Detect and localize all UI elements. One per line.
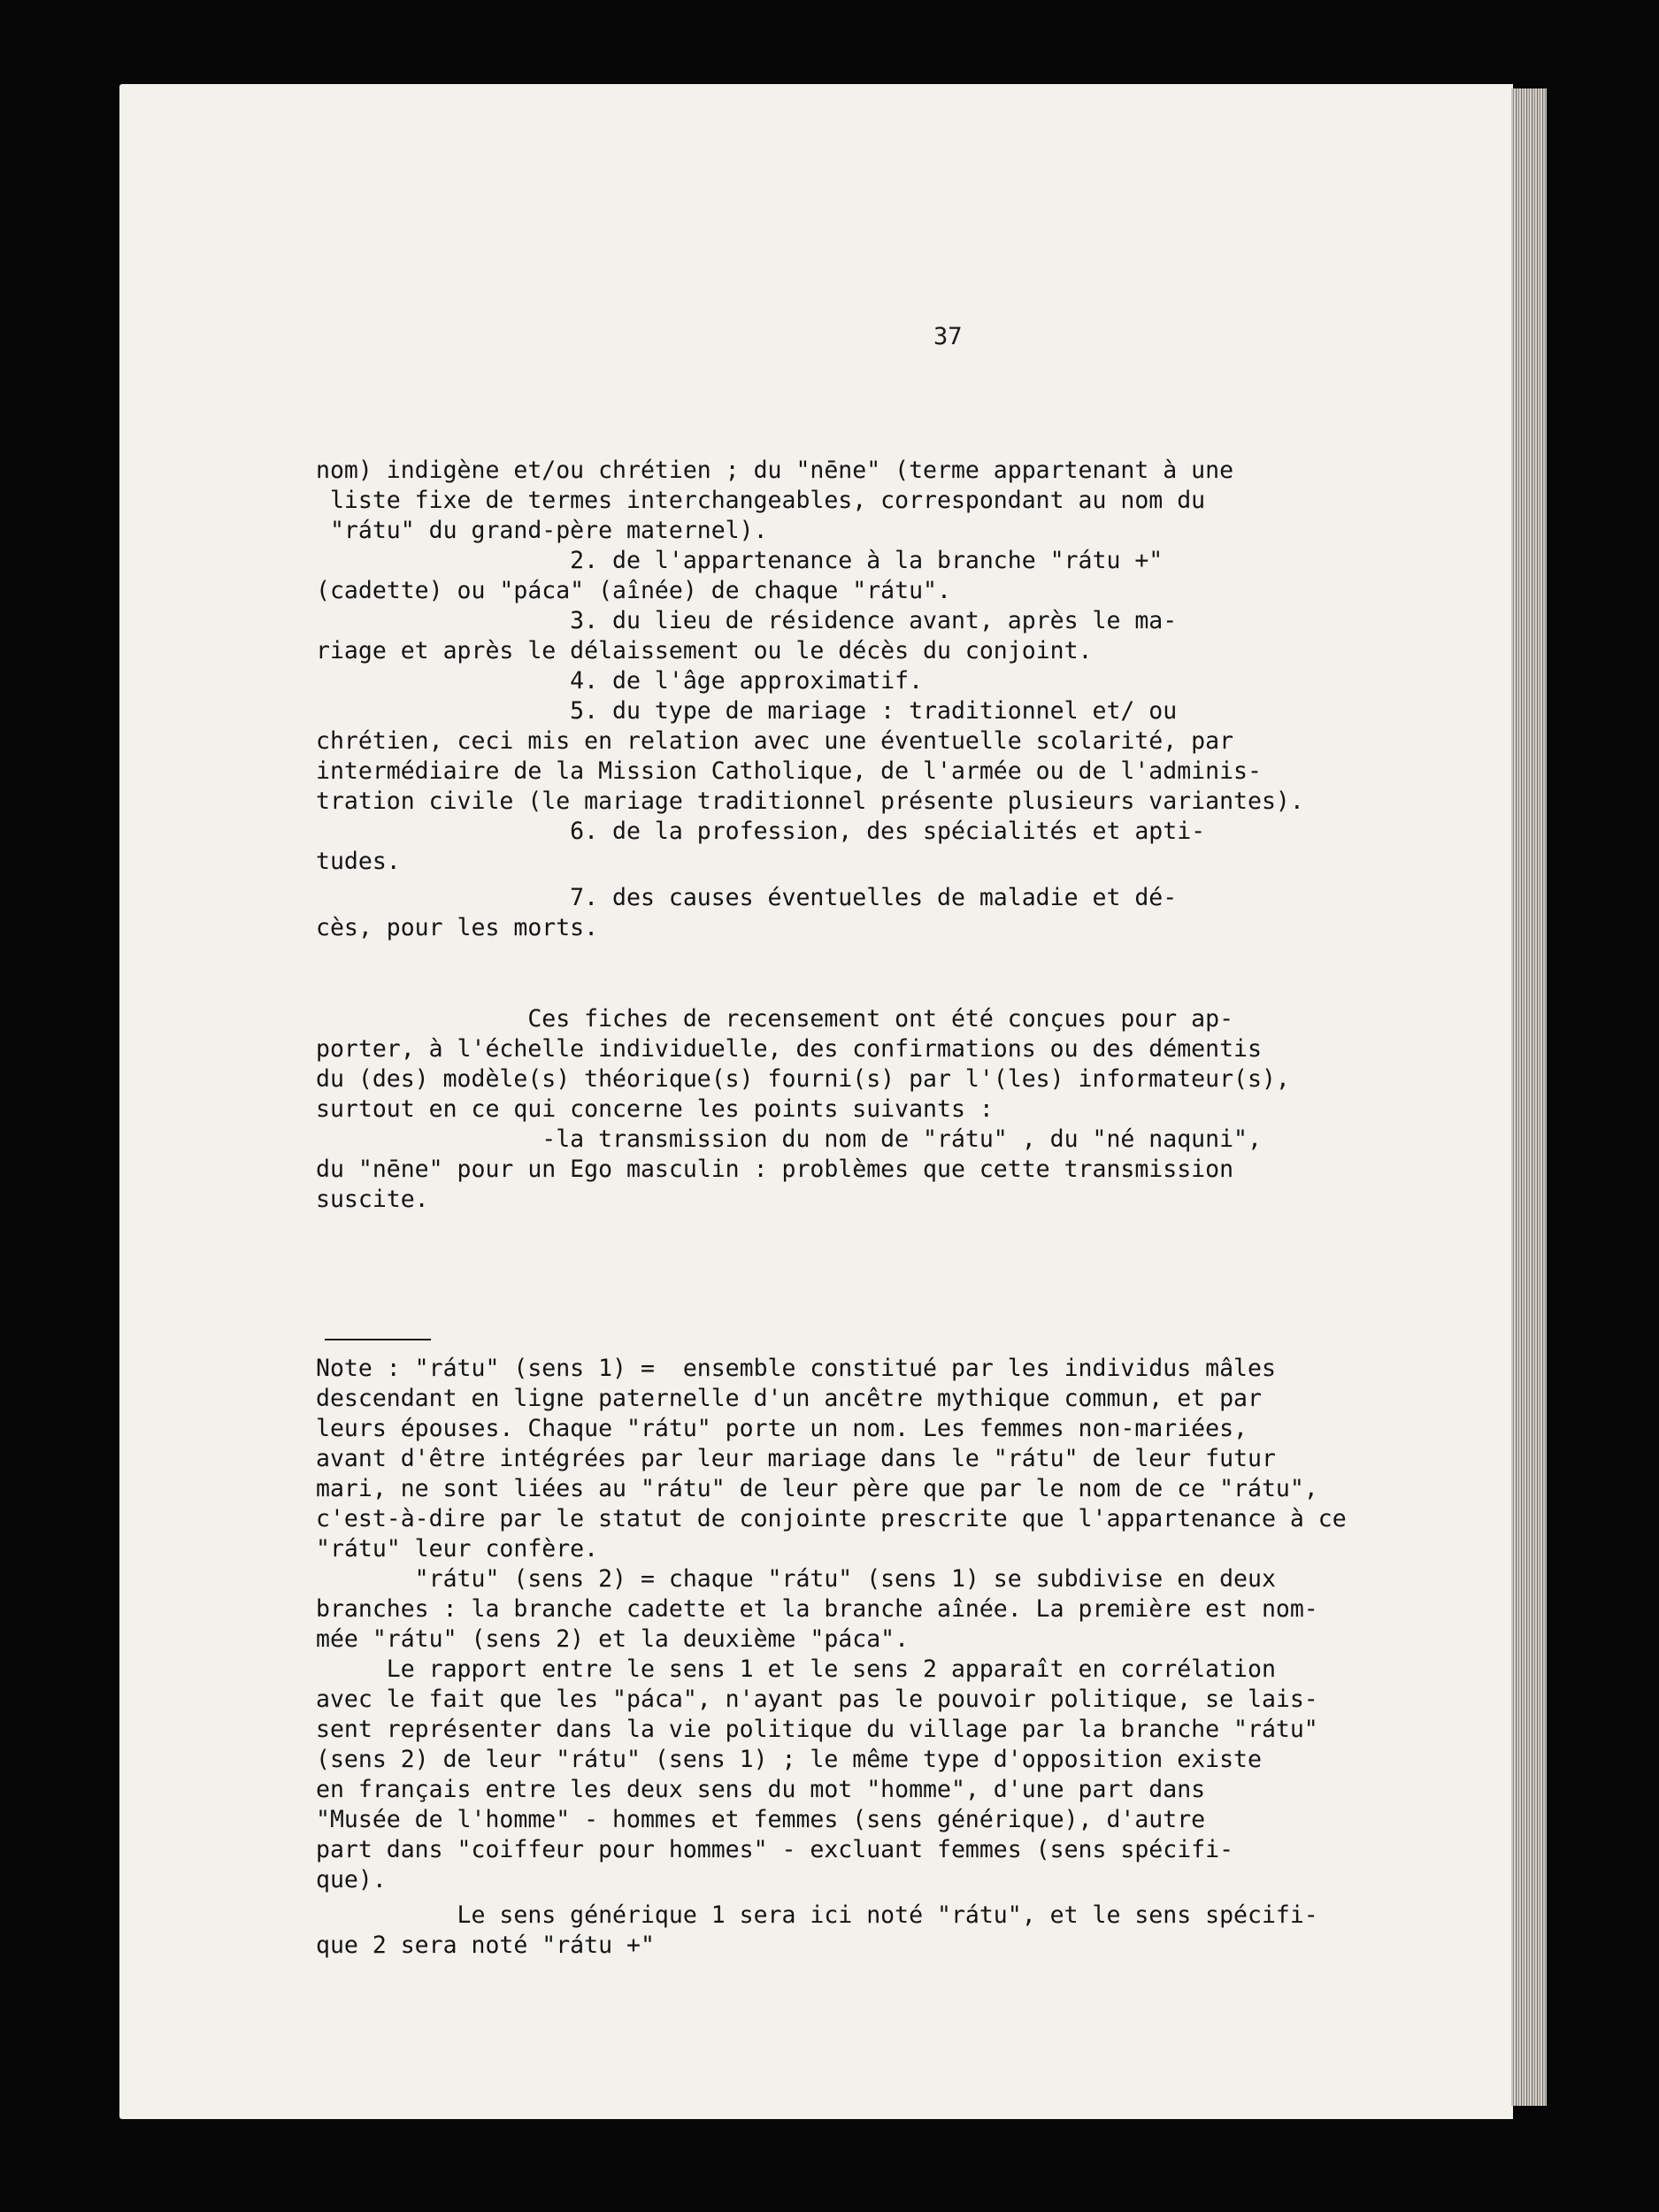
text-line: tration civile (le mariage traditionnel présente plusieurs variantes).	[316, 787, 1304, 815]
text-line: "rátu" leur confère.	[316, 1535, 599, 1563]
text-line: branches : la branche cadette et la branche aînée. La première est nom-	[316, 1595, 1318, 1623]
text-line: (cadette) ou "páca" (aînée) de chaque "rátu".	[316, 577, 951, 604]
text-line: descendant en ligne paternelle d'un ancêtre mythique commun, et par	[316, 1385, 1262, 1412]
text-line: riage et après le délaissement ou le décès du conjoint.	[316, 637, 1093, 664]
text-line: suscite.	[316, 1186, 429, 1213]
text-line: nom) indigène et/ou chrétien ; du "nēne" (terme appartenant à une	[316, 457, 1234, 484]
text-line: avec le fait que les "páca", n'ayant pas le pouvoir politique, se lais-	[316, 1686, 1318, 1713]
text-line: "rátu" du grand-père maternel).	[316, 517, 768, 544]
text-line: Note : "rátu" (sens 1) = ensemble constitué par les individus mâles	[316, 1355, 1276, 1382]
text-line: mée "rátu" (sens 2) et la deuxième "páca".	[316, 1625, 910, 1653]
text-line: que 2 sera noté "rátu +"	[316, 1932, 655, 1959]
text-line: mari, ne sont liées au "rátu" de leur père que par le nom de ce "rátu",	[316, 1475, 1318, 1502]
text-line: en français entre les deux sens du mot "homme", d'une part dans	[316, 1776, 1206, 1803]
text-line: -la transmission du nom de "rátu" , du "né naquni",	[316, 1125, 1262, 1153]
text-line: 3. du lieu de résidence avant, après le ma-	[316, 607, 1178, 634]
text-line: part dans "coiffeur pour hommes" - excluant femmes (sens spécifi-	[316, 1836, 1234, 1863]
text-line: Ces fiches de recensement ont été conçues pour ap-	[316, 1005, 1234, 1033]
text-line: "rátu" (sens 2) = chaque "rátu" (sens 1) se subdivise en deux	[316, 1565, 1276, 1593]
text-line: c'est-à-dire par le statut de conjointe prescrite que l'appartenance à ce	[316, 1505, 1347, 1532]
footnote	[316, 1354, 1347, 2016]
text-line: du (des) modèle(s) théorique(s) fourni(s) par l'(les) informateur(s),	[316, 1065, 1290, 1093]
footnote-divider	[325, 1339, 431, 1340]
text-line: (sens 2) de leur "rátu" (sens 1) ; le même type d'opposition existe	[316, 1746, 1262, 1773]
text-line: 4. de l'âge approximatif.	[316, 667, 924, 695]
census-purpose-paragraph	[316, 1004, 1290, 1275]
text-line: Le sens générique 1 sera ici noté "rátu", et le sens spécifi-	[316, 1901, 1318, 1929]
page-stack-edge	[1511, 88, 1547, 2106]
text-line: du "nēne" pour un Ego masculin : problèmes que cette transmission	[316, 1156, 1234, 1183]
text-line: 2. de l'appartenance à la branche "rátu +"	[316, 547, 1164, 574]
book-page	[119, 84, 1513, 2119]
text-line: cès, pour les morts.	[316, 914, 599, 941]
page-number: 37	[933, 323, 963, 350]
text-line: tudes.	[316, 848, 401, 875]
census-criteria-item-7	[316, 883, 1178, 1003]
text-line: 5. du type de mariage : traditionnel et/ ou	[316, 697, 1178, 725]
text-line: 6. de la profession, des spécialités et apti-	[316, 818, 1206, 845]
text-line: intermédiaire de la Mission Catholique, de l'armée ou de l'adminis-	[316, 757, 1262, 785]
text-line: liste fixe de termes interchangeables, correspondant au nom du	[316, 487, 1206, 514]
text-line: porter, à l'échelle individuelle, des confirmations ou des démentis	[316, 1035, 1262, 1063]
text-line: Le rapport entre le sens 1 et le sens 2 apparaît en corrélation	[316, 1655, 1276, 1683]
text-line: sent représenter dans la vie politique du village par la branche "rátu"	[316, 1716, 1318, 1743]
text-line: "Musée de l'homme" - hommes et femmes (sens générique), d'autre	[316, 1806, 1206, 1833]
text-line: avant d'être intégrées par leur mariage dans le "rátu" de leur futur	[316, 1445, 1276, 1472]
text-line: surtout en ce qui concerne les points suivants :	[316, 1095, 994, 1123]
text-line: leurs épouses. Chaque "rátu" porte un nom. Les femmes non-mariées,	[316, 1415, 1248, 1442]
text-line: 7. des causes éventuelles de maladie et dé-	[316, 884, 1178, 911]
text-line: chrétien, ceci mis en relation avec une éventuelle scolarité, par	[316, 727, 1234, 755]
text-line: que).	[316, 1866, 387, 1893]
